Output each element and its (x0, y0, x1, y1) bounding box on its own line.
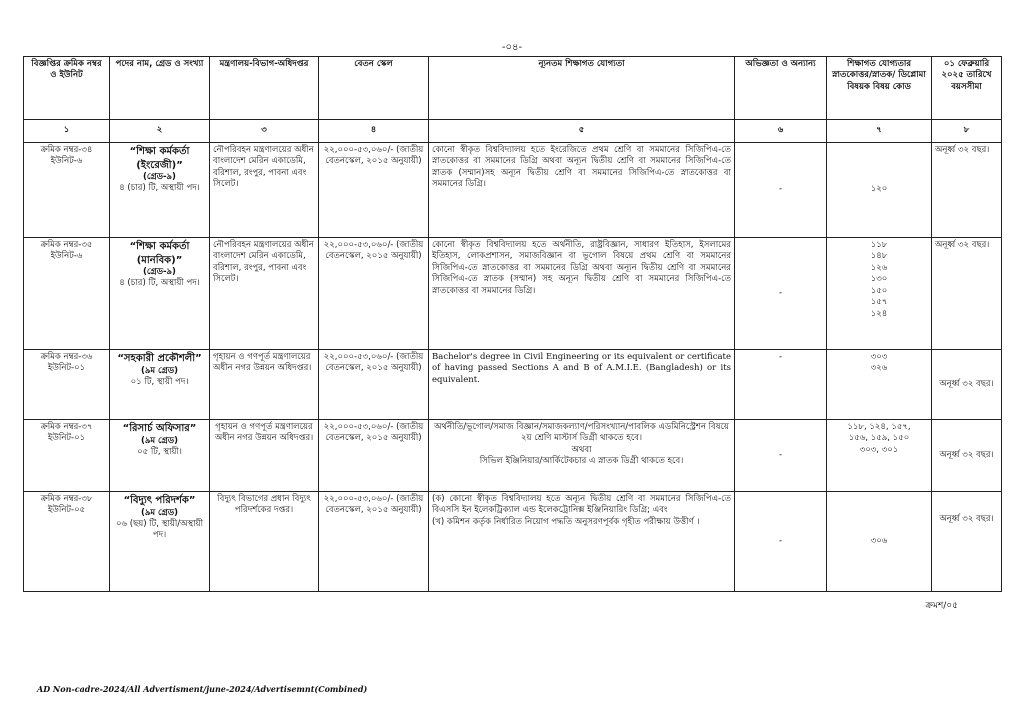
codes-cell: ১২০ (827, 143, 932, 238)
job-table (23, 56, 1002, 592)
qualification-cell: কোনো স্বীকৃত বিশ্ববিদ্যালয় হতে অর্থনীতি, রাষ্ট্রবিজ্ঞান, সাধারণ ইতিহাস, ইসলামের ইতিহাস, লোকপ্রশাসন, সমাজবিজ্ঞান বা ভূগোল বিষয়ে প্রথম শ্রেণি বা সমমানের সিজিপিএ-তে স্নাতকোত্তর বা সমমানের ডিগ্রি অথবা অন্যূন দ্বিতীয় শ্রেণি বা সমমানের সিজিপিএ-তে স্নাতক (সম্মান) সহ অন্যূন দ্বিতীয় শ্রেণি বা সমমানের সিজিপিএ-তে স্নাতকোত্তর বা সমমানের ডিগ্রি। (429, 238, 735, 350)
qualification-cell (429, 492, 735, 592)
ministry-cell: নৌপরিবহন মন্ত্রণালয়ের অধীন বাংলাদেশ মেরিন একাডেমি, বরিশাল, রংপুর, পাবনা এবং সিলেট। (210, 238, 319, 350)
post-title: “সহকারী প্রকৌশলী” (117, 353, 202, 364)
column-number: ৭ (827, 120, 932, 143)
age-cell: অনূর্ধ্ব ৩২ বছর। (932, 492, 1002, 592)
header-ministry: মন্ত্রণালয়-বিভাগ-অধিদপ্তর (210, 57, 319, 120)
qualification-option-a: (ক) কোনো স্বীকৃত বিশ্ববিদ্যালয় হতে অন্যূন দ্বিতীয় শ্রেণি বা সমমানের সিজিপিএ-তে বিএসসি ইন ইলেকট্রিক্যাল এন্ড ইলেকট্রোনিক্স ইঞ্জিনিয়ারিং ডিগ্রি; এবং (432, 494, 731, 516)
codes-cell: ৩০৬ (827, 492, 932, 592)
experience-cell: - (735, 492, 827, 592)
header-experience: অভিজ্ঞতা ও অন্যান্য (735, 57, 827, 120)
post-title: “শিক্ষা কর্মকর্তা (মানবিক)” (129, 241, 190, 266)
column-number: ১ (24, 120, 110, 143)
ministry-cell: গৃহায়ন ও গণপূর্ত মন্ত্রণালয়ের অধীন নগর উন্নয়ন অধিদপ্তর। (210, 420, 319, 492)
post-cell (110, 143, 210, 238)
post-cell (110, 238, 210, 350)
experience-cell: - (735, 420, 827, 492)
post-grade: (গ্রেড-৯) (143, 172, 176, 182)
header-row (24, 57, 1002, 120)
ministry-cell: বিদ্যুৎ বিভাগের প্রধান বিদ্যুৎ পরিদর্শকের দপ্তর। (210, 492, 319, 592)
header-post: পদের নাম, গ্রেড ও সংখ্যা (110, 57, 210, 120)
age-cell: অনূর্ধ্ব ৩২ বছর। (932, 143, 1002, 238)
codes-cell: ৩০৩ ৩২৬ (827, 350, 932, 420)
age-cell: অনূর্ধ্ব ৩২ বছর। (932, 350, 1002, 420)
ministry-cell: নৌপরিবহন মন্ত্রণালয়ের অধীন বাংলাদেশ মেরিন একাডেমি, বরিশাল, রংপুর, পাবনা এবং সিলেট। (210, 143, 319, 238)
age-cell: অনূর্ধ্ব ৩২ বছর। (932, 238, 1002, 350)
post-title: “বিদ্যুৎ পরিদর্শক” (123, 495, 196, 506)
column-number: ৫ (429, 120, 735, 143)
experience-cell: - (735, 350, 827, 420)
post-cell (110, 350, 210, 420)
header-pay: বেতন স্কেল (319, 57, 429, 120)
header-codes: শিক্ষাগত যোগ্যতার স্নাতকোত্তর/স্নাতক/ ডিপ্লোমা বিষয়ক বিষয় কোড (827, 57, 932, 120)
experience-cell: - (735, 143, 827, 238)
table-row (24, 143, 1002, 238)
header-qualification: ন্যূনতম শিক্ষাগত যোগ্যতা (429, 57, 735, 120)
pay-cell: ২২,০০০-৫৩,০৬০/- (জাতীয় বেতনস্কেল, ২০১৫ অনুযায়ী) (319, 492, 429, 592)
serial-cell: ক্রমিক নম্বর-৩৮ ইউনিট-০৫ (24, 492, 110, 592)
qualification-cell: কোনো স্বীকৃত বিশ্ববিদ্যালয় হতে ইংরেজিতে প্রথম শ্রেণি বা সমমানের সিজিপিএ-তে স্নাতকোত্তর বা সমমানের ডিগ্রি অথবা অন্যূন দ্বিতীয় শ্রেণি বা সমমানের সিজিপিএ-তে স্নাতক (সম্মান)সহ অন্যূন দ্বিতীয় শ্রেণি বা সমমানের সিজিপিএ-তে স্নাতকোত্তর বা সমমানের ডিগ্রি। (429, 143, 735, 238)
experience-cell: - (735, 238, 827, 350)
post-count: ৪ (চার) টি, অস্থায়ী পদ। (119, 183, 200, 194)
qualification-or: অথবা (571, 444, 592, 455)
pay-cell: ২২,০০০-৫৩,০৬০/- (জাতীয় বেতনস্কেল, ২০১৫ অনুযায়ী) (319, 143, 429, 238)
post-count: ৪ (চার) টি, অস্থায়ী পদ। (119, 278, 200, 289)
table-row (24, 350, 1002, 420)
pay-cell: ২২,০০০-৫৩,০৬০/- (জাতীয় বেতনস্কেল, ২০১৫ অনুযায়ী) (319, 238, 429, 350)
post-grade: (গ্রেড-৯) (143, 267, 176, 277)
post-grade: (৯ম গ্রেড) (140, 507, 179, 518)
post-count: ০৫ টি, স্থায়ী। (137, 446, 182, 457)
column-number: ৩ (210, 120, 319, 143)
post-title: “রিসার্চ অফিসার” (122, 423, 197, 434)
table-row (24, 492, 1002, 592)
post-count: ০১ টি, স্থায়ী পদ। (130, 376, 189, 387)
codes-cell: ১১৮, ১২৪, ১৫৭, ১৫৬, ১৫৯, ১৫০ ৩০৩, ৩০১ (827, 420, 932, 492)
codes-cell: ১১৮ ১৪৮ ১২৬ ১৩০ ১৫০ ১৫৭ ১২৪ (827, 238, 932, 350)
column-number-row (24, 120, 1002, 143)
header-age: ০১ ফেব্রুয়ারি ২০২৫ তারিখে বয়সসীমা (932, 57, 1002, 120)
column-number: ২ (110, 120, 210, 143)
age-cell: অনূর্ধ্ব ৩২ বছর। (932, 420, 1002, 492)
page-number: -০৪- (501, 42, 523, 53)
pay-cell: ২২,০০০-৫৩,০৬০/- (জাতীয় বেতনস্কেল, ২০১৫ অনুযায়ী) (319, 350, 429, 420)
serial-cell: ক্রমিক নম্বর-৩৬ ইউনিট-০১ (24, 350, 110, 420)
serial-cell: ক্রমিক নম্বর-৩৫ ইউনিট-৬ (24, 238, 110, 350)
column-number: ৪ (319, 120, 429, 143)
qualification-cell: Bachelor's degree in Civil Engineering or its equivalent or certificate of having passed Sections A and B of A.M.I.E. (Bangladesh) or its equivalent. (429, 350, 735, 420)
column-number: ৬ (735, 120, 827, 143)
qualification-option-b: (খ) কমিশন কর্তৃক নির্ধারিত নিয়োগ পদ্ধতি অনুসরণপূর্বক গৃহীত পরীক্ষায় উত্তীর্ণ । (432, 516, 700, 527)
table-row (24, 420, 1002, 492)
table-row (24, 238, 1002, 350)
header-serial: বিজ্ঞপ্তির ক্রমিক নম্বর ও ইউনিট (24, 57, 110, 120)
continued-label: ক্রমশ/০৫ (925, 601, 958, 611)
qualification-option-a: অর্থনীতি/ভূগোল/সমাজ বিজ্ঞান/সমাজকল্যাণ/পরিসংখ্যান/পাবলিক এডমিনিস্ট্রেশন বিষয়ে ২য় শ্রেণি মাস্টার্স ডিগ্রী থাকতে হবে। (434, 422, 729, 444)
qualification-option-b: সিভিল ইঞ্জিনিয়ার/আর্কিটেকচার এ স্নাতক ডিগ্রী থাকতে হবে। (479, 456, 684, 467)
ministry-cell: গৃহায়ন ও গণপূর্ত মন্ত্রণালয়ের অধীন নগর উন্নয়ন অধিদপ্তর। (210, 350, 319, 420)
serial-cell: ক্রমিক নম্বর-৩৭ ইউনিট-০১ (24, 420, 110, 492)
footer-reference: AD Non-cadre-2024/All Advertisment/june-2024/Advertisemnt(Combined) (37, 684, 368, 694)
serial-cell: ক্রমিক নম্বর-৩৪ ইউনিট-৬ (24, 143, 110, 238)
column-number: ৮ (932, 120, 1002, 143)
qualification-cell (429, 420, 735, 492)
post-cell (110, 492, 210, 592)
post-cell (110, 420, 210, 492)
post-title: “শিক্ষা কর্মকর্তা (ইংরেজী)” (129, 146, 190, 171)
pay-cell: ২২,০০০-৫৩,০৬০/- (জাতীয় বেতনস্কেল, ২০১৫ অনুযায়ী) (319, 420, 429, 492)
post-grade: (৯ম গ্রেড) (140, 365, 179, 376)
post-count: ০৬ (ছয়) টি, স্থায়ী/অস্থায়ী পদ। (116, 518, 203, 541)
post-grade: (৯ম গ্রেড) (140, 435, 179, 446)
